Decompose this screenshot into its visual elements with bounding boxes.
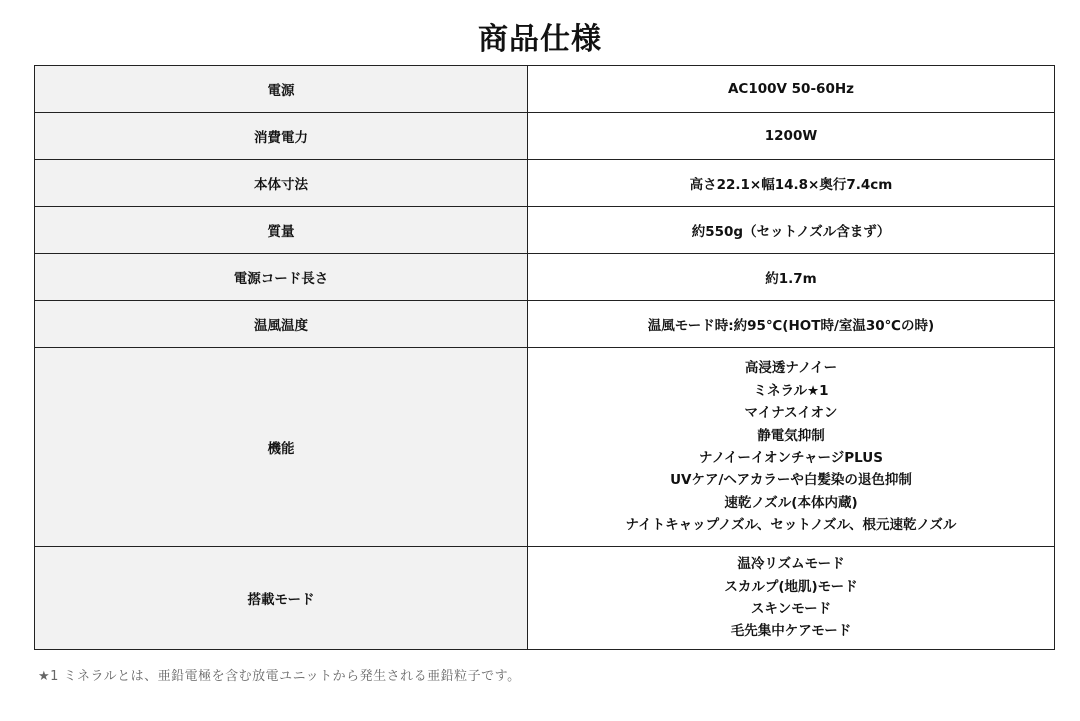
function-item: UVケア/ヘアカラーや白髪染の退色抑制 (670, 472, 912, 489)
function-item: ナイトキャップノズル、セットノズル、根元速乾ノズル (625, 517, 957, 534)
row-label: 電源 (35, 66, 528, 113)
table-row (35, 66, 1055, 113)
row-value: 約1.7m (528, 254, 1055, 301)
function-item: 速乾ノズル(本体内蔵) (724, 494, 858, 511)
row-value: 高さ22.1×幅14.8×奥行7.4cm (528, 160, 1055, 207)
function-item: ナノイーイオンチャージPLUS (699, 450, 883, 466)
row-value: 温風モード時:約95℃(HOT時/室温30℃の時) (528, 301, 1055, 348)
row-label: 温風温度 (35, 301, 528, 348)
row-label: 機能 (35, 348, 528, 547)
mode-item: 毛先集中ケアモード (730, 623, 852, 640)
modes-list (528, 547, 1055, 650)
mode-item: スカルプ(地肌)モード (724, 578, 858, 595)
row-value: AC100V 50-60Hz (528, 66, 1055, 113)
mode-item: 温冷リズムモード (737, 556, 845, 573)
function-item: マイナスイオン (744, 405, 838, 422)
functions-list (528, 348, 1055, 547)
row-value: 約550g（セットノズル含まず） (528, 207, 1055, 254)
table-row-modes (35, 547, 1055, 650)
mode-item: スキンモード (750, 601, 832, 617)
spec-table (34, 65, 1055, 650)
table-row (35, 254, 1055, 301)
row-label: 電源コード長さ (35, 254, 528, 301)
row-value: 1200W (528, 113, 1055, 160)
table-row-functions (35, 348, 1055, 547)
row-label: 消費電力 (35, 113, 528, 160)
table-row (35, 207, 1055, 254)
function-item: 静電気抑制 (757, 427, 825, 444)
table-row (35, 160, 1055, 207)
row-label: 本体寸法 (35, 160, 528, 207)
page-title: 商品仕様 (478, 22, 602, 57)
row-label: 質量 (35, 207, 528, 254)
table-row (35, 113, 1055, 160)
row-label: 搭載モード (35, 547, 528, 650)
function-item: ミネラル★1 (753, 382, 829, 399)
table-row (35, 301, 1055, 348)
function-item: 高浸透ナノイー (744, 360, 838, 377)
footnote: ★1 ミネラルとは、亜鉛電極を含む放電ユニットから発生される亜鉛粒子です。 (38, 669, 521, 684)
